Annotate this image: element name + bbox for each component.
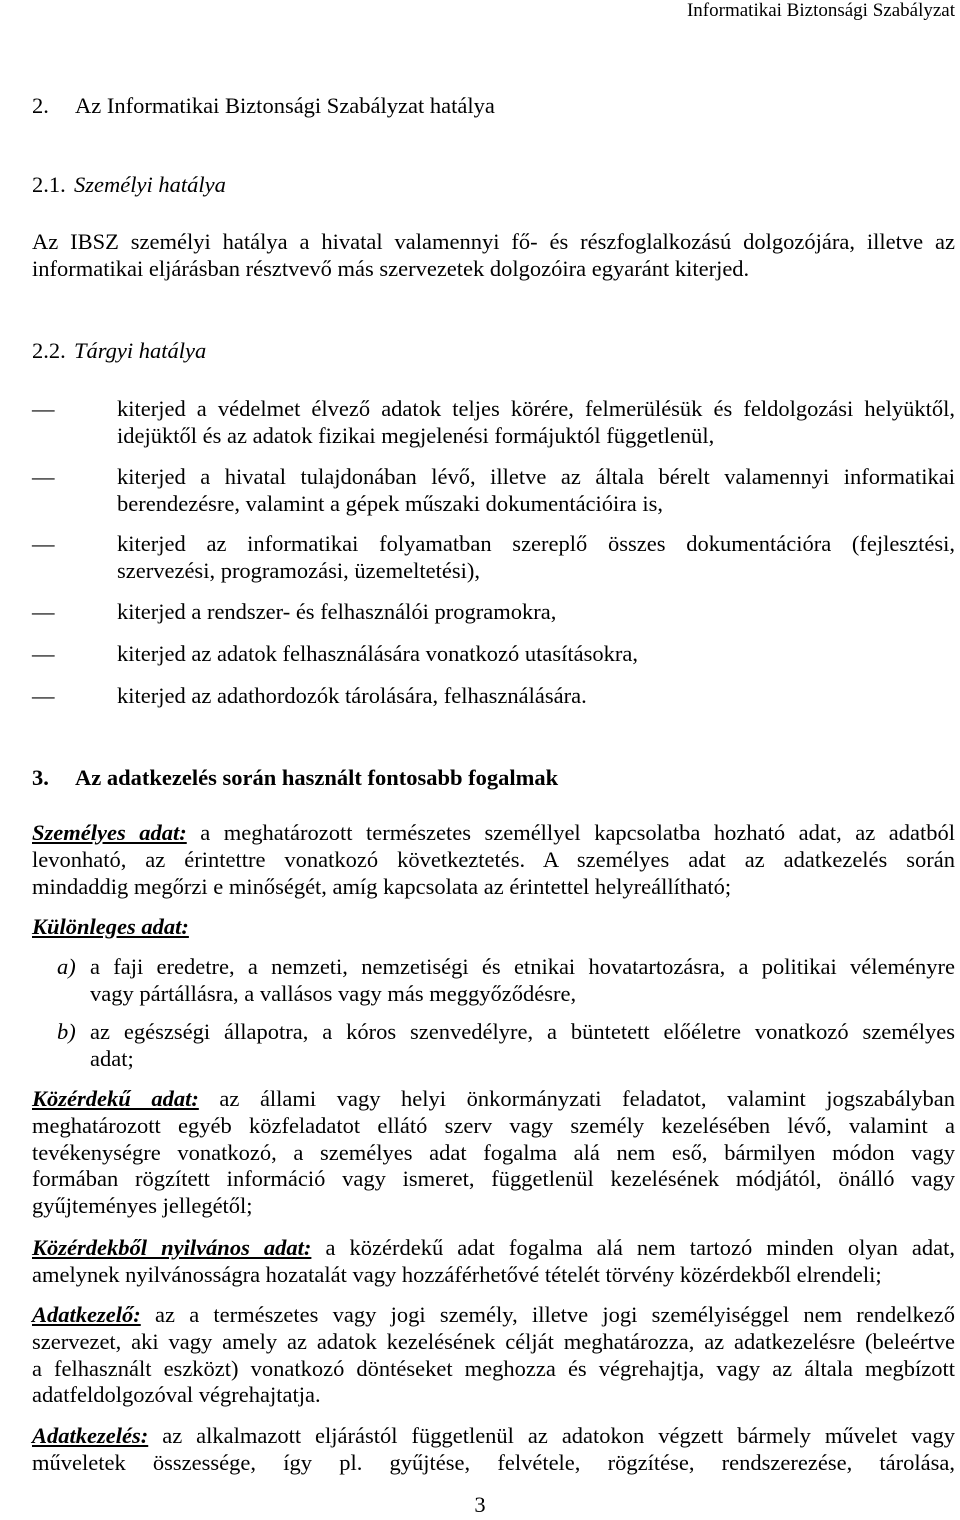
list-letter: a) [57,954,76,979]
section-title: Tárgyi hatálya [74,338,207,363]
dash-bullet: — [32,599,55,624]
text-line: szervezet, aki vagy amely az adatok kezelésének célját meghatározza, az adatkezelésre (beleértve [32,1328,955,1354]
text-line: gyűjteményes jellegétől; [32,1193,253,1218]
text-line: informatikai eljárásban résztvevő más szervezetek dolgozóira egyaránt kiterjed. [32,255,750,281]
text-line: vagy pártállásra, a vallásos vagy más meggyőződésre, [90,980,577,1006]
list-item [32,683,955,710]
definition-term: Különleges adat: [32,914,189,939]
text-line: amelynek nyilvánosságra hozatalát vagy hozzáférhetővé tételét törvény közérdekből elrendeli; [32,1261,882,1287]
definition-text: a meghatározott természetes személlyel kapcsolatba hozható adat, az adatból [200,820,956,845]
text-line: kiterjed az adathordozók tárolására, felhasználására. [117,683,587,708]
list-item [32,464,955,518]
text-line: kiterjed az adatok felhasználására vonatkozó utasításokra, [117,641,639,666]
text-line: kiterjed a hivatal tulajdonában lévő, illetve az általa bérelt valamennyi informatikai [117,464,955,489]
text-line [32,820,955,847]
text-line: meghatározott egyéb közfeladatot ellátó szerv vagy személy kezelésében lévő, valamint a [32,1112,955,1138]
definition-text: a közérdekű adat fogalma alá nem tartozó minden olyan adat, [325,1235,956,1260]
text-line: Az IBSZ személyi hatálya a hivatal valamennyi fő- és részfoglalkozású dolgozójára, illetve az [32,229,955,254]
definition-controller [32,1302,955,1409]
text-line: szervezési, programozási, üzemeltetési), [117,557,480,583]
text-line: kiterjed a védelmet élvező adatok teljes körére, felmerülésük és feldolgozási helyüktől, [117,396,955,421]
dash-bullet: — [32,683,55,708]
definition-text: az a természetes vagy jogi személy, illetve jogi személyiséggel nem rendelkező [154,1302,956,1327]
text-line: kiterjed az informatikai folyamatban szereplő összes dokumentációra (fejlesztési, [117,531,955,556]
section-number: 3. [32,765,49,790]
page-number: 3 [474,1492,486,1517]
section-title: Az adatkezelés során használt fontosabb fogalmak [75,765,559,790]
text-line [32,1423,955,1450]
section-2-1-heading [32,172,226,199]
text-line: az egészségi állapotra, a kóros szenvedélyre, a büntetett előéletre vonatkozó személyes [90,1019,955,1044]
text-line [32,1302,955,1329]
text-line: műveletek összessége, így pl. gyűjtése, felvétele, rögzítése, rendszerezése, tárolása, [32,1449,955,1475]
section-number: 2.2. [32,338,66,363]
running-header: Informatikai Biztonsági Szabályzat [686,0,955,21]
text-line: idejüktől és az adatok fizikai megjelenési formájuktól függetlenül, [117,422,715,448]
section-2-1-paragraph [32,229,955,283]
list-item [32,531,955,585]
definition-processing [32,1423,955,1477]
dash-bullet: — [32,464,55,489]
definition-term: Közérdekből nyilvános adat: [32,1235,312,1260]
definition-public-data [32,1086,955,1220]
definition-text: az alkalmazott eljárástól függetlenül az adatokon végzett bármely művelet vagy [162,1423,956,1448]
section-title: Személyi hatálya [74,172,226,197]
text-line [32,1086,955,1113]
list-letter: b) [57,1019,76,1044]
text-line [32,914,955,941]
text-line [32,1235,955,1262]
definition-personal-data [32,820,955,900]
section-3-heading [32,765,558,792]
list-item [57,954,955,1008]
text-line: a faji eredetre, a nemzeti, nemzetiségi és etnikai hovatartozásra, a politikai véleményre [90,954,955,979]
definition-term: Adatkezelés: [32,1423,149,1448]
dash-bullet: — [32,641,55,666]
list-item [57,1019,955,1073]
list-item [32,599,955,626]
text-line: tevékenységre vonatkozó, a személyes adat fogalma alá nem eső, bármilyen módon vagy [32,1139,955,1165]
list-item [32,396,955,450]
text-line: formában rögzített információ vagy ismeret, függetlenül kezelésének módjától, önálló vagy [32,1166,955,1192]
text-line: mindaddig megőrzi e minőségét, amíg kapcsolata az érintettel helyreállítható; [32,873,732,899]
definition-text: az állami vagy helyi önkormányzati feladatot, valamint jogszabályban [219,1086,956,1111]
text-line: levonható, az érintettre vonatkozó következtetés. A személyes adat az adatkezelés során [32,846,955,872]
text-line: a felhasznált eszközt) vonatkozó döntéseket meghozza és végrehajtja, vagy az általa megbízott [32,1355,955,1381]
section-title: Az Informatikai Biztonsági Szabályzat hatálya [75,93,495,118]
dash-bullet: — [32,531,55,556]
definition-term: Adatkezelő: [32,1302,141,1327]
definition-public-interest-data [32,1235,955,1289]
definition-term: Személyes adat: [32,820,187,845]
text-line: kiterjed a rendszer- és felhasználói programokra, [117,599,557,624]
text-line: adatfeldolgozóval végrehajtatja. [32,1382,321,1408]
definition-term: Közérdekű adat: [32,1086,199,1111]
section-2-heading [32,93,495,120]
section-2-2-heading [32,338,206,365]
section-number: 2. [32,93,49,118]
list-item [32,641,955,668]
definition-special-data [32,914,955,941]
dash-bullet: — [32,396,55,421]
text-line: adat; [90,1045,134,1071]
section-number: 2.1. [32,172,66,197]
text-line: berendezésre, valamint a gépek műszaki dokumentációira is, [117,490,664,516]
